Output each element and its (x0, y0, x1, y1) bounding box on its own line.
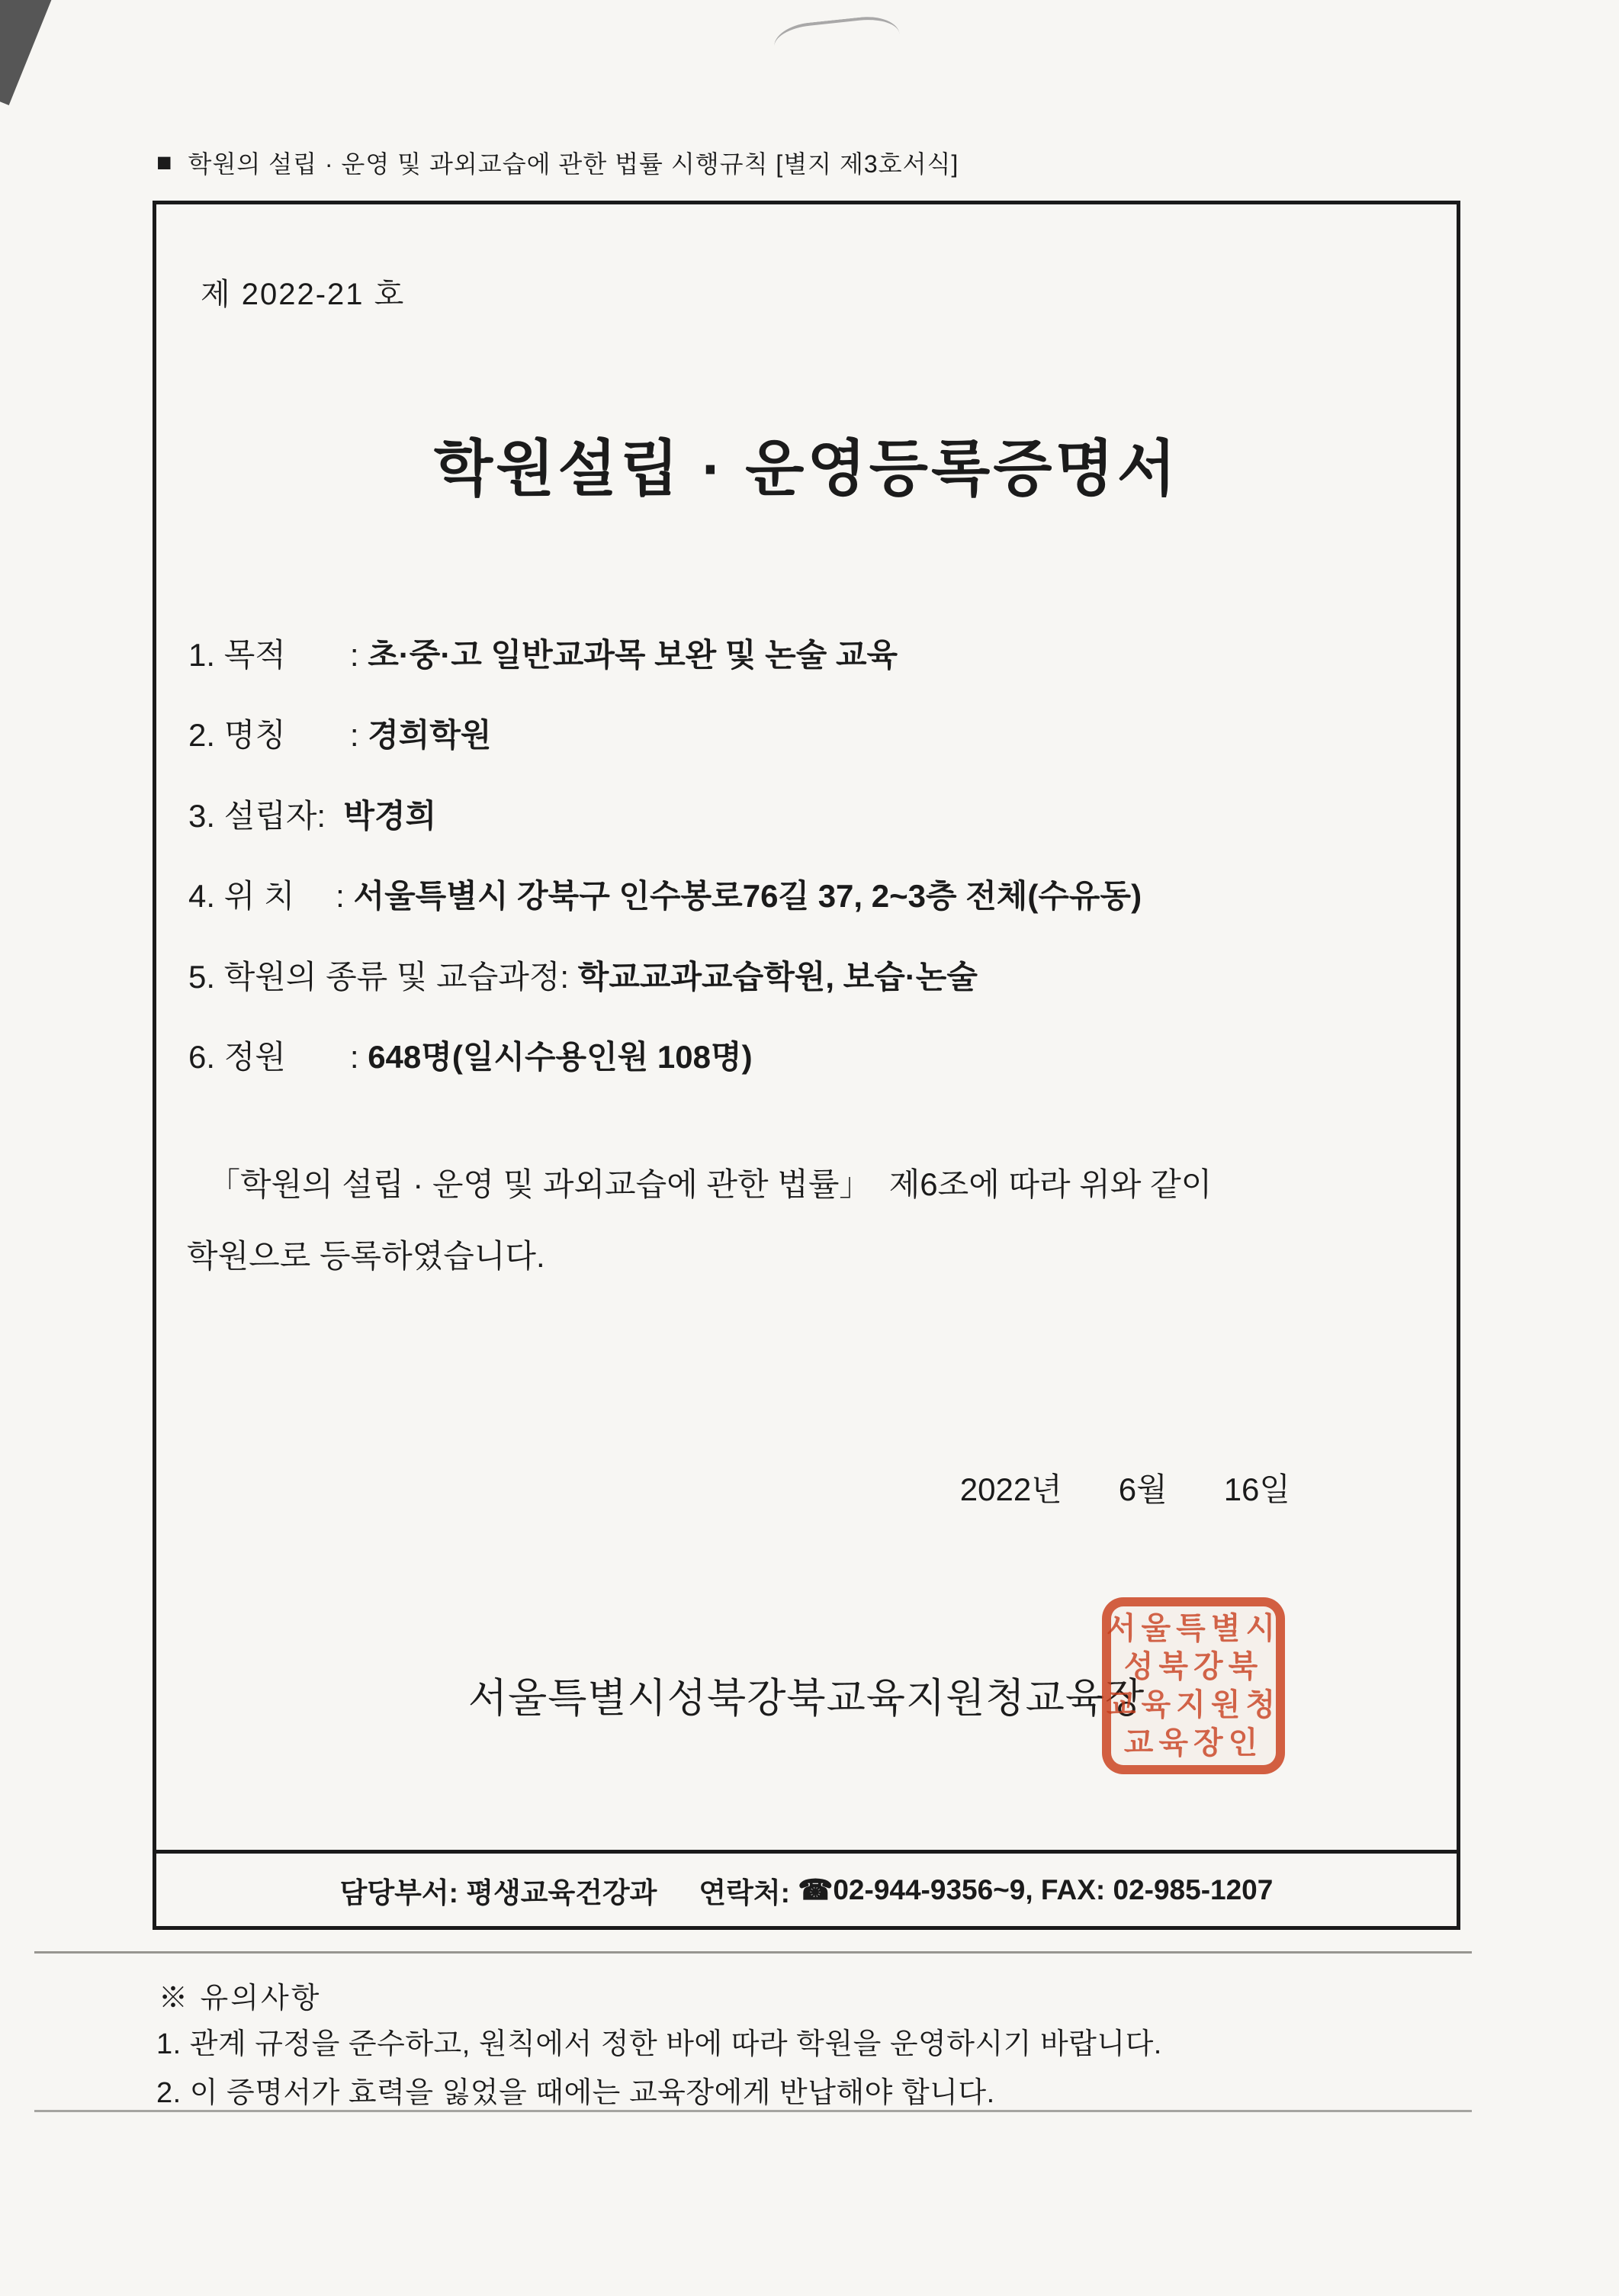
item-label: 4. 위 치 : (188, 878, 354, 915)
stamp-text-line: 서울특별시 (1106, 1612, 1281, 1645)
registration-statement (187, 1149, 1441, 1292)
stamp-text-line: 교육지원청 (1106, 1688, 1281, 1722)
item-value: 서울특별시 강북구 인수봉로76길 37, 2~3층 전체(수유동) (353, 878, 1142, 915)
document-number: 제 2022-21 호 (201, 278, 406, 311)
item-label: 6. 정원 : (188, 1038, 368, 1075)
regulation-header-text: 학원의 설립 · 운영 및 과외교습에 관한 법률 시행규칙 [별지 제3호서식] (188, 150, 959, 178)
item-name (188, 716, 1142, 754)
item-value: 초·중·고 일반교과목 보완 및 논술 교육 (368, 637, 898, 673)
certificate-items-list (188, 636, 1142, 1118)
square-bullet-icon: ■ (156, 148, 173, 177)
item-capacity (188, 1038, 1142, 1076)
item-label: 2. 명칭 : (188, 717, 368, 754)
note-item-1: 1. 관계 규정을 준수하고, 원칙에서 정한 바에 따라 학원을 운영하시기 바랍니다. (156, 2028, 1162, 2060)
item-value: 경희학원 (368, 717, 492, 754)
issue-month: 6월 (1118, 1471, 1168, 1507)
contact-footer (156, 1850, 1457, 1926)
bottom-separator-line (34, 2110, 1472, 2112)
contact-numbers: 02-944-9356~9, FAX: 02-985-1207 (833, 1873, 1274, 1905)
item-label: 1. 목적 : (188, 637, 368, 673)
note-item-2: 2. 이 증명서가 효력을 잃었을 때에는 교육장에게 반납해야 합니다. (156, 2077, 995, 2109)
item-label: 5. 학원의 종류 및 교습과정: (188, 958, 578, 995)
item-value: 648명(일시수용인원 108명) (368, 1038, 753, 1075)
certificate-title: 학원설립 · 운영등록증명서 (433, 435, 1180, 503)
scan-pen-mark-artifact (773, 14, 902, 68)
statement-line-2: 학원으로 등록하였습니다. (187, 1238, 545, 1274)
stamp-text-line: 교육장인 (1123, 1726, 1264, 1760)
certificate-border-box (153, 201, 1460, 1930)
official-seal-stamp (1102, 1597, 1285, 1774)
item-purpose (188, 636, 1142, 674)
issue-year: 2022년 (959, 1471, 1062, 1507)
item-value: 학교교과교습학원, 보습·논술 (577, 958, 978, 995)
item-founder (188, 797, 1142, 835)
item-category (188, 958, 1142, 996)
notes-heading: ※ 유의사항 (159, 1982, 322, 2015)
scan-corner-artifact (0, 0, 69, 105)
separator-line (34, 1951, 1472, 1954)
issue-day: 16일 (1223, 1471, 1290, 1507)
item-label: 3. 설립자: (188, 797, 344, 834)
issue-date (960, 1465, 1290, 1510)
item-value: 박경희 (343, 797, 437, 834)
statement-line-1: 「학원의 설립 · 운영 및 과외교습에 관한 법률」 제6조에 따라 위와 같이 (208, 1166, 1213, 1202)
regulation-header (156, 145, 959, 180)
issuer-title: 서울특별시성북강북교육지원청교육장 (467, 1676, 1145, 1721)
phone-icon: ☎ (798, 1874, 834, 1905)
contact-label: 연락처: (699, 1876, 798, 1909)
stamp-text-line: 성북강북 (1123, 1650, 1264, 1683)
item-location (188, 877, 1142, 915)
department-label: 담당부서: 평생교육건강과 (339, 1876, 657, 1909)
